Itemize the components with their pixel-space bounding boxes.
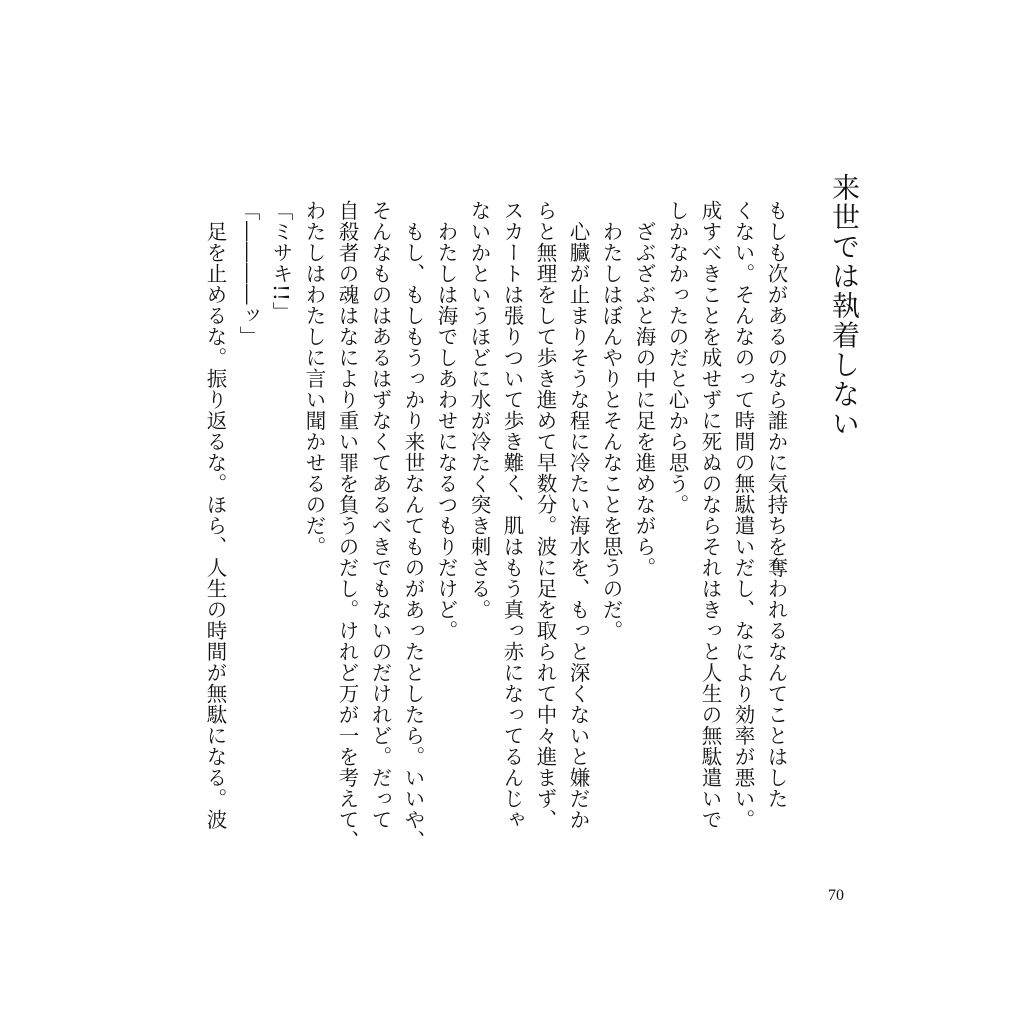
dialogue-line: 「――――ッ」 bbox=[236, 200, 260, 347]
text-line: 心臓が止まりそうな程に冷たい海水を、もっと深くないと嫌だか bbox=[566, 200, 590, 830]
chapter-title: 来世では執着しない bbox=[828, 173, 861, 439]
text-line: 自殺者の魂はなにより重い罪を負うのだし。けれど万が一を考えて、 bbox=[335, 200, 359, 851]
text-line: しかなかったのだと心から思う。 bbox=[665, 200, 689, 515]
text-line: 成すべきことを成せずに死ぬのならそれはきっと人生の無駄遣いで bbox=[698, 200, 722, 830]
text-line: もし、もしもうっかり来世なんてものがあったとしたら。いいや、 bbox=[401, 200, 425, 851]
text-line: わたしはぼんやりとそんなことを思うのだ。 bbox=[599, 200, 623, 641]
text-line: スカートは張りついて歩き難く、肌はもう真っ赤になってるんじゃ bbox=[500, 200, 524, 830]
text-line: ないかというほどに水が冷たく突き刺さる。 bbox=[467, 200, 491, 620]
text-line: わたしはわたしに言い聞かせるのだ。 bbox=[302, 200, 326, 557]
body-text bbox=[192, 200, 792, 860]
page-number: 70 bbox=[828, 887, 844, 904]
dialogue-line: 「ミサキ!!」 bbox=[269, 200, 293, 323]
text-line: そんなものはあるはずなくてあるべきでもないのだけれど。だって bbox=[368, 200, 392, 830]
text-line: ざぶざぶと海の中に足を進めながら。 bbox=[632, 200, 656, 578]
text-line: らと無理をして歩き進めて早数分。波に足を取られて中々進まず、 bbox=[533, 200, 557, 830]
text-line: わたしは海でしあわせになるつもりだけど。 bbox=[434, 200, 458, 641]
text-line: くない。そんなのって時間の無駄遣いだし、なにより効率が悪い。 bbox=[731, 200, 755, 830]
text-line: もしも次があるのなら誰かに気持ちを奪われるなんてことはした bbox=[764, 200, 788, 809]
text-line: 足を止めるな。振り返るな。ほら、人生の時間が無駄になる。波 bbox=[203, 200, 227, 830]
